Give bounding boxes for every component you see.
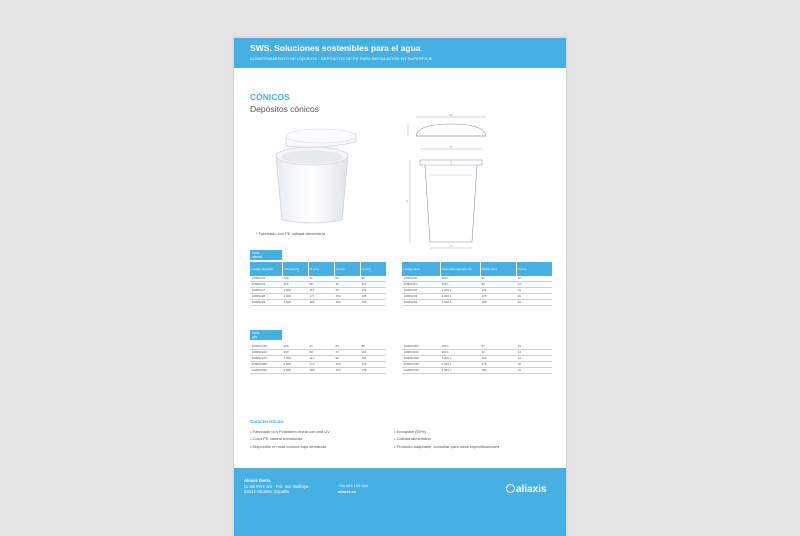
table-row: 1300S2320 1.000 L 120 14 [402,356,552,362]
caption-color-natural: Color natural [250,250,282,260]
table-row: 1300S224 300 88 72 110 [250,282,386,288]
caption-color-gris: Color gris [250,330,282,340]
features-title: Características: [250,419,285,424]
dim-label-d: D [449,145,453,149]
table-row: 1300S2280 2.000 171 150 135 [250,362,386,368]
table-row: 1300S411 300 L 92 14 [402,282,552,288]
header-title: SWS. Soluciones sostenibles para el agua [250,43,421,53]
list-item: • Color PE natural translúcido [250,436,303,442]
spec-sheet-page [234,38,566,536]
footer-contact [338,483,368,494]
table-row: 1300S2330 2.000 L 175 16 [402,362,552,368]
dim-label-d1: D1 [449,113,453,117]
list-item: • Fabricado con Polietileno lineal con anti-UV [250,429,330,434]
table-row: 1300S2240 300 88 72 110 [250,350,386,356]
table-row: 1300S229 3.000 186 164 146 [250,300,386,306]
table-row: 1300S233 2.000 L 175 16 [402,294,552,300]
logo-ring-icon [506,484,515,493]
list-item: • Producto adaptable, consultar para otras especificaciones [394,443,500,449]
table-row: 1300S4110 300 L 92 14 [402,350,552,356]
features-list-right [394,428,499,450]
table-row: 1300S232 1.000 L 120 14 [402,288,552,294]
footer-company: Aliaxis Iberia [244,478,271,483]
table-header-row: Código tapa Tapa para depósito de Ø(D1) (cm) h (cm) [402,262,552,276]
table-row: 1300S2290 3.000 186 164 146 [250,368,386,374]
table-row: 1300S2190 200 61 53 89 [250,344,386,350]
table-grey-tanks [250,344,386,374]
table-lids [402,262,553,306]
technical-drawing [404,112,504,252]
section-title: CÓNICOS [250,92,290,102]
footer-web-link[interactable]: aliaxis.es [338,488,356,494]
table-row: 1300S234 3.000 L 188 23 [402,300,552,306]
material-note: * Fabricado con PE calidad alimentaria [256,231,325,236]
footer-band [234,468,566,536]
tank-photo [266,124,366,224]
table-natural-tanks [250,262,387,306]
list-item: • Calidad alimentaria [394,436,431,442]
brand-logo: aliaxis [506,484,547,495]
header-subtitle: ALMACENAMIENTO DE LÍQUIDOS - DEPÓSITOS DE PE PARA INSTALACIÓN EN SUPERFICIE [250,56,433,61]
table-header-row: Código depósito Volumen (l) D (cm) d (cm) H (cm) [250,262,386,276]
list-item: • Disponible en más colores bajo demanda [250,443,326,449]
table-row: 1300S2340 3.000 L 188 23 [402,368,552,374]
table-row: 1300S221 200 61 53 89 [250,276,386,282]
dim-label-h: H [405,199,409,203]
table-row: 1300S227 1.000 117 96 131 [250,288,386,294]
section-subtitle: Depósitos cónicos [250,104,319,114]
header-band [234,38,566,68]
table-row: 1300S2270 1.000 117 96 131 [250,356,386,362]
dim-label-d-small: d [450,244,452,248]
footer-phone: +34 965 109 044 [338,483,369,488]
table-row: 1300S2300 200 L 67 13 [402,344,552,350]
table-row: 1300S230 200 L 67 13 [402,276,552,282]
table-row: 1300S228 2.000 171 150 135 [250,294,386,300]
table-grey-lids [402,344,552,374]
footer-address: Aliaxis Iberia C/ del Ferr, s/n - Pol. Ind. Mañaya 03114 Alicante, España [244,478,309,494]
list-item: • Encajable (50%) [394,429,426,434]
features-list-left [250,428,330,450]
